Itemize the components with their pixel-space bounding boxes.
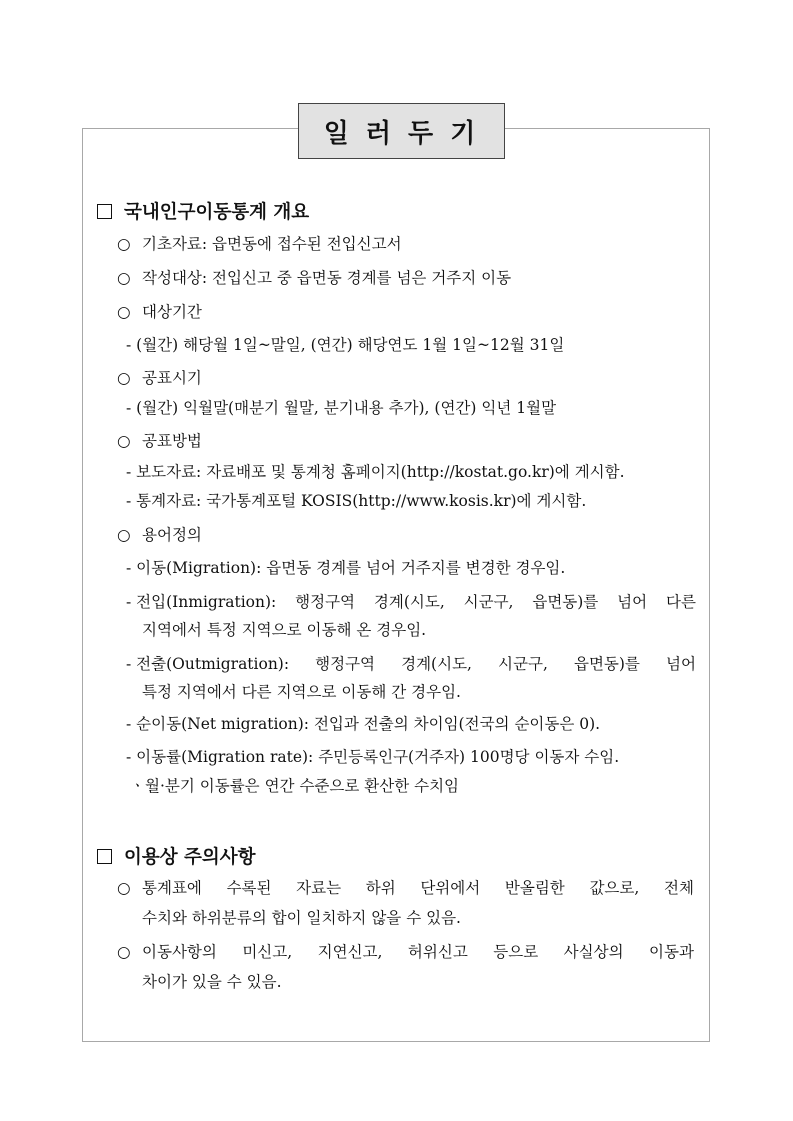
word: 허위신고 [407, 943, 468, 961]
word: 지연신고, [317, 943, 383, 961]
item-period-heading: 대상기간 [142, 303, 202, 321]
checkbox-icon [97, 849, 112, 864]
item-terms-heading: 용어정의 [142, 526, 202, 544]
term-migration-rate: - 이동률(Migration rate): 주민등록인구(거주자) 100명당 이동자 수임. [126, 748, 620, 766]
word: 사실상의 [563, 943, 624, 961]
item-period-detail: - (월간) 해당월 1일~말일, (연간) 해당연도 1월 1일~12월 31일 [126, 336, 565, 354]
term-inmigration-line1 [126, 592, 696, 612]
term-net-migration: - 순이동(Net migration): 전입과 전출의 차이임(전국의 순이동은 0). [126, 715, 601, 733]
bullet-icon: ○ [117, 879, 131, 897]
word: 이동사항의 [142, 943, 217, 961]
item-method-press: - 보도자료: 자료배포 및 통계청 홈페이지(http://kostat.go.kr)에 게시함. [126, 463, 625, 481]
word: 전체 [663, 879, 694, 897]
item-basic-data: 기초자료: 읍면동에 접수된 전입신고서 [142, 235, 402, 253]
word: 넘어 [665, 655, 696, 673]
word: 등으로 [493, 943, 539, 961]
term-outmigration-line1 [126, 654, 696, 674]
note-reporting-line2: 차이가 있을 수 있음. [142, 973, 282, 991]
word: 값으로, [589, 879, 640, 897]
note-rounding-line1 [142, 878, 694, 898]
word: 경계(시도, [373, 593, 445, 611]
word: 행정구역 [295, 593, 356, 611]
page-title: 일 러 두 기 [298, 103, 505, 159]
term-outmigration-line2: 특정 지역에서 다른 지역으로 이동해 간 경우임. [142, 683, 461, 701]
word: 다른 [665, 593, 696, 611]
word: 행정구역 [315, 655, 376, 673]
bullet-icon: ○ [117, 235, 131, 253]
term-migration-rate-note: ㆍ월·분기 이동률은 연간 수준으로 환산한 수치임 [130, 777, 460, 795]
word: 단위에서 [420, 879, 481, 897]
bullet-icon: ○ [117, 526, 131, 544]
item-release-detail: - (월간) 익월말(매분기 월말, 분기내용 추가), (연간) 익년 1월말 [126, 399, 557, 417]
section-heading-overview [97, 198, 309, 224]
word: 시군구, [463, 593, 514, 611]
word: 반올림한 [504, 879, 565, 897]
note-reporting-line1 [142, 942, 694, 962]
bullet-icon: ○ [117, 369, 131, 387]
section-heading-text: 이용상 주의사항 [124, 847, 256, 868]
content-frame [82, 128, 710, 1042]
word: 넘어 [617, 593, 648, 611]
word: 자료는 [296, 879, 342, 897]
bullet-icon: ○ [117, 303, 131, 321]
word: 이동과 [649, 943, 694, 961]
term-migration: - 이동(Migration): 읍면동 경계를 넘어 거주지를 변경한 경우임. [126, 559, 566, 577]
word: - 전입(Inmigration): [126, 593, 277, 611]
bullet-icon: ○ [117, 432, 131, 450]
word: 시군구, [498, 655, 548, 673]
word: 통계표에 [142, 879, 202, 897]
word: 읍면동)를 [532, 593, 599, 611]
word: 경계(시도, [401, 655, 472, 673]
item-target: 작성대상: 전입신고 중 읍면동 경계를 넘은 거주지 이동 [142, 269, 512, 287]
word: 읍면동)를 [573, 655, 640, 673]
word: 미신고, [242, 943, 293, 961]
section-heading-cautions [97, 843, 256, 869]
item-release-heading: 공표시기 [142, 369, 202, 387]
bullet-icon: ○ [117, 269, 131, 287]
item-method-kosis: - 통계자료: 국가통계포털 KOSIS(http://www.kosis.kr)에 게시함. [126, 492, 587, 510]
term-inmigration-line2: 지역에서 특정 지역으로 이동해 온 경우임. [142, 621, 427, 639]
bullet-icon: ○ [117, 943, 131, 961]
checkbox-icon [97, 204, 112, 219]
word: 수록된 [226, 879, 272, 897]
item-method-heading: 공표방법 [142, 432, 202, 450]
word: - 전출(Outmigration): [126, 655, 290, 673]
section-heading-text: 국내인구이동통계 개요 [124, 202, 310, 223]
note-rounding-line2: 수치와 하위분류의 합이 일치하지 않을 수 있음. [142, 909, 461, 927]
word: 하위 [365, 879, 396, 897]
